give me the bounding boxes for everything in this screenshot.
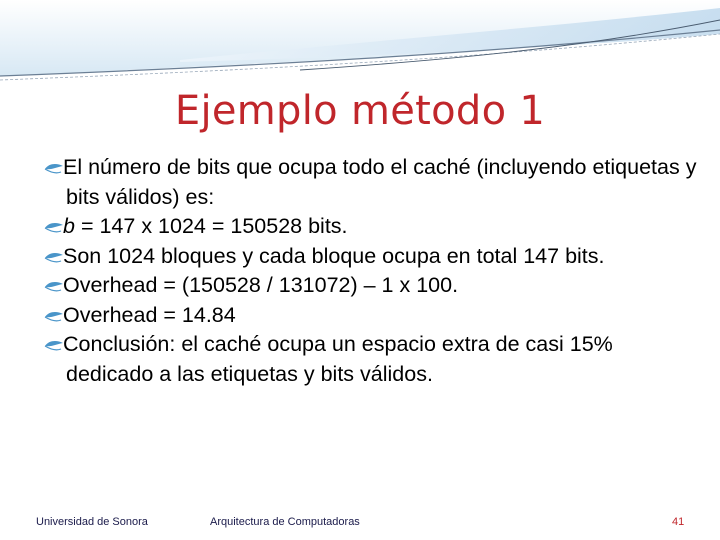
page-number: 41: [672, 516, 685, 528]
leaf-bullet-icon: [44, 281, 64, 293]
bullet-text: Son 1024 bloques y cada bloque ocupa en total 147 bits.: [63, 243, 605, 268]
bullet-text: Overhead = (150528 / 131072) – 1 x 100.: [63, 273, 459, 297]
leaf-bullet-icon: [44, 163, 64, 175]
bullet-item: [20, 242, 700, 272]
header-wave-decoration: [0, 0, 720, 95]
bullet-item: [20, 301, 700, 331]
bullet-text: Overhead = 14.84: [63, 302, 236, 327]
bullet-text: Conclusión: el caché ocupa un espacio extra de casi 15% dedicado a las etiquetas y bits válidos.: [63, 332, 613, 386]
bullet-item: [20, 271, 700, 301]
bullet-text: = 147 x 1024 = 150528 bits.: [74, 214, 348, 238]
leaf-bullet-icon: [44, 222, 64, 234]
variable-b: b: [63, 214, 75, 238]
leaf-bullet-icon: [44, 340, 64, 352]
leaf-bullet-icon: [44, 311, 64, 323]
footer-university: Universidad de Sonora: [36, 516, 148, 528]
bullet-text: El número de bits que ocupa todo el caché (incluyendo etiquetas y bits válidos) es:: [63, 155, 697, 209]
bullet-item: [20, 212, 700, 242]
footer-course: Arquitectura de Computadoras: [210, 516, 360, 528]
bullet-item: [20, 330, 700, 389]
bullet-item: [20, 153, 700, 212]
bullet-list: [20, 153, 700, 389]
leaf-bullet-icon: [44, 252, 64, 264]
slide-title: Ejemplo método 1: [174, 88, 546, 134]
